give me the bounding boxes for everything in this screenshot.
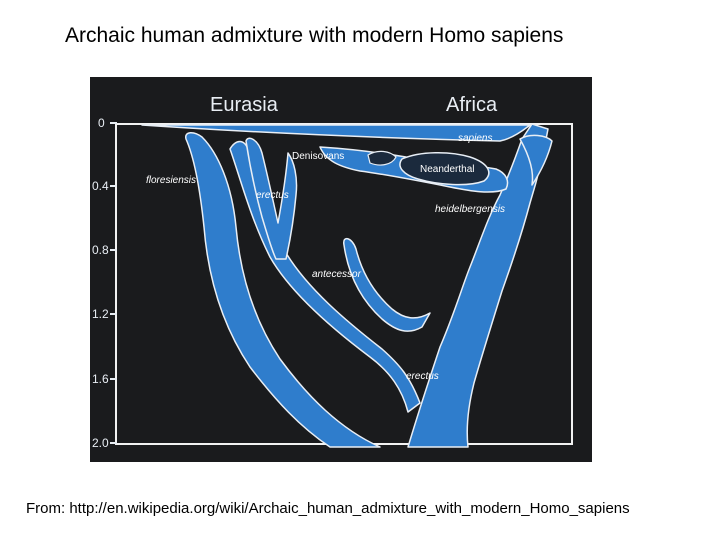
- label-antecessor: antecessor: [312, 269, 361, 280]
- label-neanderthal: Neanderthal: [420, 164, 475, 175]
- label-denisovans: Denisovans: [292, 151, 345, 162]
- axis-tick-label: 0.4: [92, 179, 109, 193]
- slide-title: Archaic human admixture with modern Homo sapiens: [65, 24, 564, 47]
- label-erectus-lower: erectus: [406, 371, 439, 382]
- source-citation: From: http://en.wikipedia.org/wiki/Archaic_human_admixture_with_modern_Homo_sapiens: [26, 500, 630, 517]
- region-label-africa: Africa: [446, 94, 498, 116]
- axis-tick-label: 1.6: [92, 372, 109, 386]
- hominin-phylogeny-diagram: [90, 77, 592, 462]
- label-heidelbergensis: heidelbergensis: [435, 204, 506, 215]
- label-sapiens: sapiens: [458, 133, 493, 144]
- label-floresiensis: floresiensis: [146, 175, 197, 186]
- label-erectus-upper: erectus: [256, 190, 289, 201]
- axis-tick-label: 2.0: [92, 436, 109, 450]
- axis-tick-label: 0: [98, 116, 105, 130]
- axis-tick-label: 1.2: [92, 307, 109, 321]
- region-label-eurasia: Eurasia: [210, 94, 278, 116]
- axis-tick-label: 0.8: [92, 243, 109, 257]
